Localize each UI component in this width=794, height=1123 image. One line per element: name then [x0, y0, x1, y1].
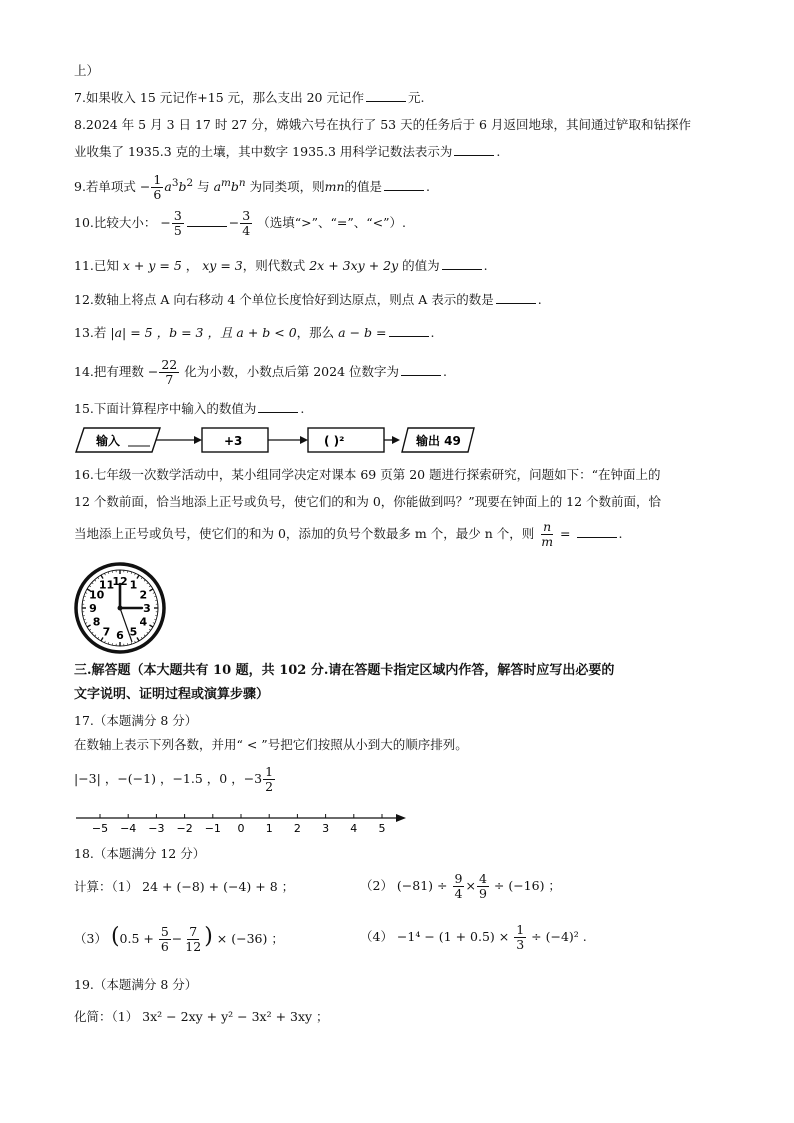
clock-tick	[89, 629, 91, 630]
clock-number: 11	[98, 578, 115, 592]
monomial-1: − $\frac{1}{6}$ $a^3b^2$	[139, 172, 194, 203]
fraction-22-7: $\frac{22}{7}$	[161, 357, 178, 387]
clock-number: 4	[139, 615, 148, 629]
number-line-tick-label: −1	[204, 822, 221, 835]
clock-tick	[153, 593, 155, 594]
clock-tick	[149, 586, 151, 587]
number-line-tick-label: 1	[265, 822, 273, 835]
question-12: 12.数轴上将点 A 向右移动 4 个单位长度恰好到达原点，则点 A 表示的数是 .	[74, 292, 542, 307]
question-18-2-post: ÷ (−16) ；	[493, 878, 561, 893]
question-10-hint: （选填“>”、“=”、“<”）.	[257, 215, 406, 230]
flow-arrowhead-2	[300, 436, 308, 444]
fraction-7-12: $\frac{7}{12}$	[185, 924, 202, 954]
question-10-text: 10.比较大小：	[74, 215, 157, 230]
clock-tick	[135, 641, 136, 643]
monomial-2: $a^mb^n$	[213, 177, 246, 195]
question-15-text: 15.下面计算程序中输入的数值为	[74, 401, 257, 416]
question-18-4	[360, 920, 587, 954]
question-8-text: 业收集了 1935.3 克的土壤，其中数字 1935.3 用科学记数法表示为	[74, 144, 453, 159]
section-3-heading-cont: 文字说明、证明过程或演算步骤）	[74, 687, 270, 702]
question-18-3-pre: （3）	[74, 931, 107, 946]
question-11-mid: ，则代数式	[242, 258, 306, 273]
clock-icon	[74, 562, 166, 654]
question-18-3-a: 0.5 +	[119, 931, 154, 946]
question-14-text: 14.把有理数	[74, 364, 144, 379]
question-16-line1: 16.七年级一次数学活动中，某小组同学决定对课本 69 页第 20 题进行探索研究，问题如下：“在钟面上的	[74, 467, 661, 482]
clock-tick	[144, 580, 145, 581]
question-8-line2: 业收集了 1935.3 克的土壤，其中数字 1935.3 用科学记数法表示为 .	[74, 144, 501, 159]
clock-tick	[141, 577, 142, 579]
clock-number: 9	[89, 602, 97, 615]
question-9: 9.若单项式 − $\frac{1}{6}$ $a^3b^2$ 与 $a^mb^n$ 为同类项，则mn的值是 .	[74, 172, 431, 203]
clock-tick	[135, 573, 136, 575]
question-13-mid: ，那么	[296, 325, 335, 340]
clock-tick	[144, 635, 145, 636]
flow-square-box	[308, 428, 384, 452]
number-line-tick-label: −4	[120, 822, 137, 835]
question-17-text: 在数轴上表示下列各数，并用“ < ”号把它们按照从小到大的顺序排列。	[74, 737, 468, 752]
clock-number: 3	[143, 602, 151, 615]
number-line-tick-label: 3	[322, 822, 330, 835]
clock-number: 8	[92, 615, 101, 629]
fraction-4-9: $\frac{4}{9}$	[478, 871, 487, 901]
question-12-text: 12.数轴上将点 A 向右移动 4 个单位长度恰好到达原点，则点 A 表示的数是	[74, 292, 494, 307]
number-line-tick-label: 5	[378, 822, 386, 835]
answer-blank[interactable]	[389, 323, 429, 337]
question-14-post: 化为小数，小数点后第 2024 位数字为	[184, 364, 399, 379]
question-16-line2: 12 个数前面，恰当地添上正号或负号，使它们的和为 0，你能做到吗？”现要在钟面上的 12 个数前面，恰	[74, 494, 662, 509]
clock-tick	[89, 586, 91, 587]
clock-number: 7	[102, 625, 111, 639]
number-line-tick-label: 0	[237, 822, 245, 835]
question-18-3: （3） (0.5 + $\frac{5}{6}$ − $\frac{7}{12}$ ) × (−36) ；	[74, 924, 284, 954]
number-line-arrow	[396, 814, 406, 822]
flow-input-label: 输入	[96, 434, 121, 448]
clock-tick	[105, 641, 106, 643]
clock-tick	[85, 623, 87, 624]
answer-blank[interactable]	[496, 290, 536, 304]
question-17-head: 17.（本题满分 8 分）	[74, 713, 198, 728]
answer-blank[interactable]	[258, 399, 298, 413]
clock-tick	[105, 573, 106, 575]
question-18-2: （2） (−81) ÷ $\frac{9}{4}$ × $\frac{4}{9}$ ÷ (−16) ；	[360, 871, 561, 901]
number-line-tick-label: −5	[91, 822, 109, 835]
clock-tick	[87, 625, 90, 627]
question-16-line3: 当地添上正号或负号，使它们的和为 0，添加的负号个数最多 m 个，最少 n 个，则 $\frac{n}{m}$ = .	[74, 519, 623, 549]
question-9-end: 的值是	[344, 179, 383, 195]
condition: |a| = 5 ，b = 3 ，且 a + b < 0	[110, 325, 297, 340]
answer-blank[interactable]	[442, 256, 482, 270]
question-11-text: 11.已知	[74, 258, 119, 273]
clock-tick	[92, 632, 93, 633]
question-7	[74, 88, 424, 107]
question-18-3-post: × (−36) ；	[216, 931, 284, 946]
answer-blank[interactable]	[401, 362, 441, 376]
question-11-end: 的值为	[402, 258, 440, 273]
fraction-3-5: $\frac{3}{5}$	[173, 208, 182, 238]
top-fragment: 上）	[74, 63, 100, 78]
flow-square-label: ( )²	[324, 434, 345, 448]
question-9-mid: 与	[197, 179, 210, 195]
flow-add-label: +3	[224, 434, 243, 448]
clock-tick	[85, 593, 87, 594]
equation-2: xy = 3	[202, 258, 243, 273]
flowchart	[74, 424, 484, 458]
expression: a − b =	[338, 325, 387, 340]
answer-blank[interactable]	[384, 177, 424, 191]
question-18-1: 计算：（1） 24 + (−8) + (−4) + 8 ；	[74, 879, 295, 894]
clock-tick	[95, 580, 96, 581]
question-13-text: 13.若	[74, 325, 107, 340]
answer-blank[interactable]	[454, 142, 494, 156]
question-19-head: 19.（本题满分 8 分）	[74, 977, 198, 992]
clock-tick	[92, 583, 93, 584]
clock-tick	[95, 635, 96, 636]
clock-number: 1	[129, 578, 138, 592]
number-line-tick-label: 4	[350, 822, 358, 835]
question-7-end: 元.	[408, 90, 425, 105]
fraction-1-3: $\frac{1}{3}$	[516, 922, 525, 952]
clock-tick	[98, 637, 99, 639]
question-18-4-pre: （4） −1⁴ − (1 + 0.5) ×	[360, 929, 510, 944]
clock-tick	[147, 632, 148, 633]
section-3-heading: 三.解答题（本大题共有 10 题，共 102 分.请在答题卡指定区域内作答，解答时应写出必要的	[74, 663, 615, 678]
clock-number: 2	[139, 588, 148, 602]
question-14: 14.把有理数 − $\frac{22}{7}$ 化为小数，小数点后第 2024 位数字为 .	[74, 357, 447, 387]
question-9-mn: mn	[324, 179, 345, 195]
number-line-tick-label: −3	[148, 822, 165, 835]
equation-1: x + y = 5	[122, 258, 182, 273]
number-line-ticks	[92, 814, 386, 835]
question-7-text: 7.如果收入 15 元记作+15 元，那么支出 20 元记作	[74, 90, 364, 105]
number-line-tick-label: −2	[176, 822, 193, 835]
flow-arrowhead-3	[392, 436, 400, 444]
fraction-3-4: $\frac{3}{4}$	[242, 208, 251, 238]
question-8-line1: 8.2024 年 5 月 3 日 17 时 27 分，嫦娥六号在执行了 53 天的任务后于 6 月返回地球，其间通过铲取和钻探作	[74, 117, 691, 132]
question-18-2-pre: （2） (−81) ÷	[360, 878, 448, 893]
question-10: 10.比较大小： − $\frac{3}{5}$ − $\frac{3}{4}$ （选填“>”、“=”、“<”）.	[74, 208, 406, 238]
question-19-1: 化简：（1） 3x² − 2xy + y² − 3x² + 3xy ；	[74, 1009, 329, 1024]
question-18-4-post: ÷ (−4)² .	[531, 929, 587, 944]
number-line	[74, 808, 414, 842]
question-9-post: 为同类项，则	[249, 179, 325, 195]
clock-tick	[153, 623, 155, 624]
question-16-text: 当地添上正号或负号，使它们的和为 0，添加的负号个数最多 m 个，最少 n 个，则	[74, 526, 535, 541]
clock-number: 5	[129, 625, 138, 639]
clock-number: 10	[88, 588, 105, 602]
question-11: 11.已知 x + y = 5 ， xy = 3，则代数式 2x + 3xy + 2y 的值为 .	[74, 258, 488, 273]
clock-center	[118, 606, 123, 611]
clock-tick	[141, 637, 142, 639]
clock-number: 12	[112, 575, 128, 588]
question-17-numbers	[74, 762, 276, 796]
question-9-text: 9.若单项式	[74, 179, 136, 195]
number-list: |−3| ，−(−1) ，−1.5 ，0 ，−3	[74, 771, 263, 786]
answer-blank[interactable]	[366, 88, 406, 102]
question-18-head: 18.（本题满分 12 分）	[74, 846, 206, 861]
number-line-tick-label: 2	[293, 822, 301, 835]
expression: 2x + 3xy + 2y	[309, 258, 399, 273]
question-15: 15.下面计算程序中输入的数值为 .	[74, 401, 305, 416]
answer-blank[interactable]	[577, 524, 617, 538]
answer-blank[interactable]	[187, 213, 227, 227]
clock-tick	[149, 625, 152, 627]
clock-number: 6	[116, 629, 124, 642]
clock-tick	[149, 589, 152, 591]
clock-tick	[147, 583, 148, 584]
fraction-n-m: $\frac{n}{m}$	[541, 519, 554, 549]
flow-output-label: 输出 49	[416, 434, 461, 448]
question-13: 13.若 |a| = 5 ，b = 3 ，且 a + b < 0，那么 a − b = .	[74, 325, 435, 340]
flow-arrowhead-1	[194, 436, 202, 444]
fraction-1-2: $\frac{1}{2}$	[265, 764, 274, 794]
fraction-5-6: $\frac{5}{6}$	[160, 924, 169, 954]
clock-tick	[149, 629, 151, 630]
fraction-9-4: $\frac{9}{4}$	[454, 871, 463, 901]
